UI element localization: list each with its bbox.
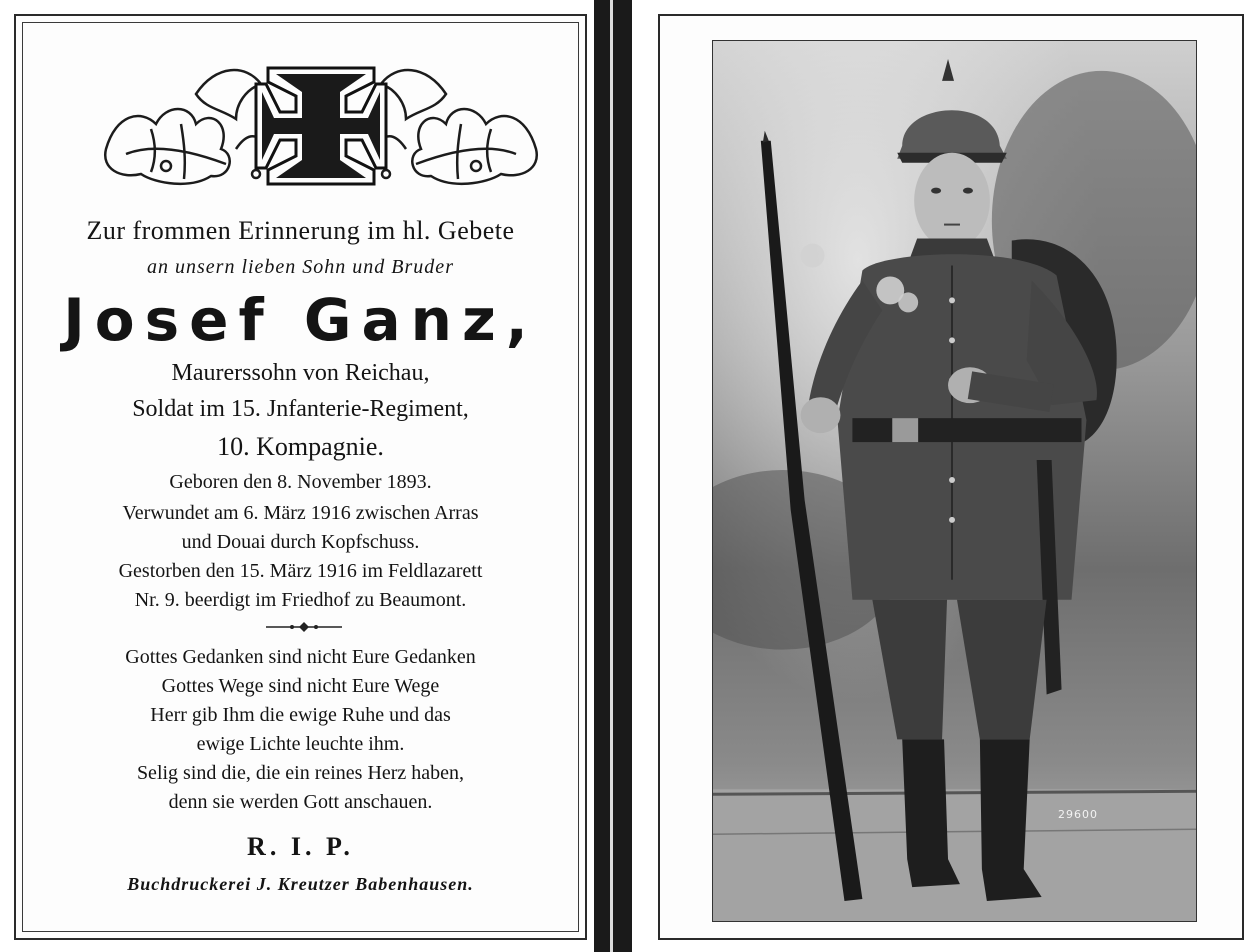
detail-wounded: Verwundet am 6. März 1916 zwischen Arras [122,502,479,524]
soldier-portrait [712,40,1197,922]
verse-line-3: Herr gib Ihm die ewige Ruhe und das [150,704,451,726]
detail-died: Gestorben den 15. März 1916 im Feldlazarett [118,560,483,582]
detail-company: 10. Kompagnie. [217,432,384,461]
detail-born: Geboren den 8. November 1893. [169,471,432,493]
fold-highlight [610,0,613,952]
verse-line-6: denn sie werden Gott anschauen. [168,791,433,813]
iron-cross-icon [256,68,386,184]
detail-buried: Nr. 9. beerdigt im Friedhof zu Beaumont. [134,589,467,611]
detail-wound-cause: und Douai durch Kopfschuss. [181,531,420,553]
card-fold [594,0,632,952]
intro-line-1: Zur frommen Erinnerung im hl. Gebete [86,216,515,245]
detail-regiment: Soldat im 15. Jnfanterie-Regiment, [132,396,469,422]
photo-number: 29600 [1058,808,1098,821]
verse-line-4: ewige Lichte leuchte ihm. [196,733,405,755]
iron-cross-emblem [96,54,546,199]
deceased-name: Josef Ganz, [63,286,538,354]
verse-line-1: Gottes Gedanken sind nicht Eure Gedanken [125,646,476,668]
rip-text: R. I. P. [247,832,354,861]
soldier-portrait-image [713,41,1196,921]
intro-line-2: an unsern lieben Sohn und Bruder [147,256,454,278]
verse-line-2: Gottes Wege sind nicht Eure Wege [161,675,440,697]
text-card [14,14,587,940]
detail-origin: Maurerssohn von Reichau, [171,360,430,386]
divider-ornament [264,621,344,633]
printer-credit: Buchdruckerei J. Kreutzer Babenhausen. [127,874,474,894]
verse-line-5: Selig sind die, die ein reines Herz haben, [136,762,465,784]
